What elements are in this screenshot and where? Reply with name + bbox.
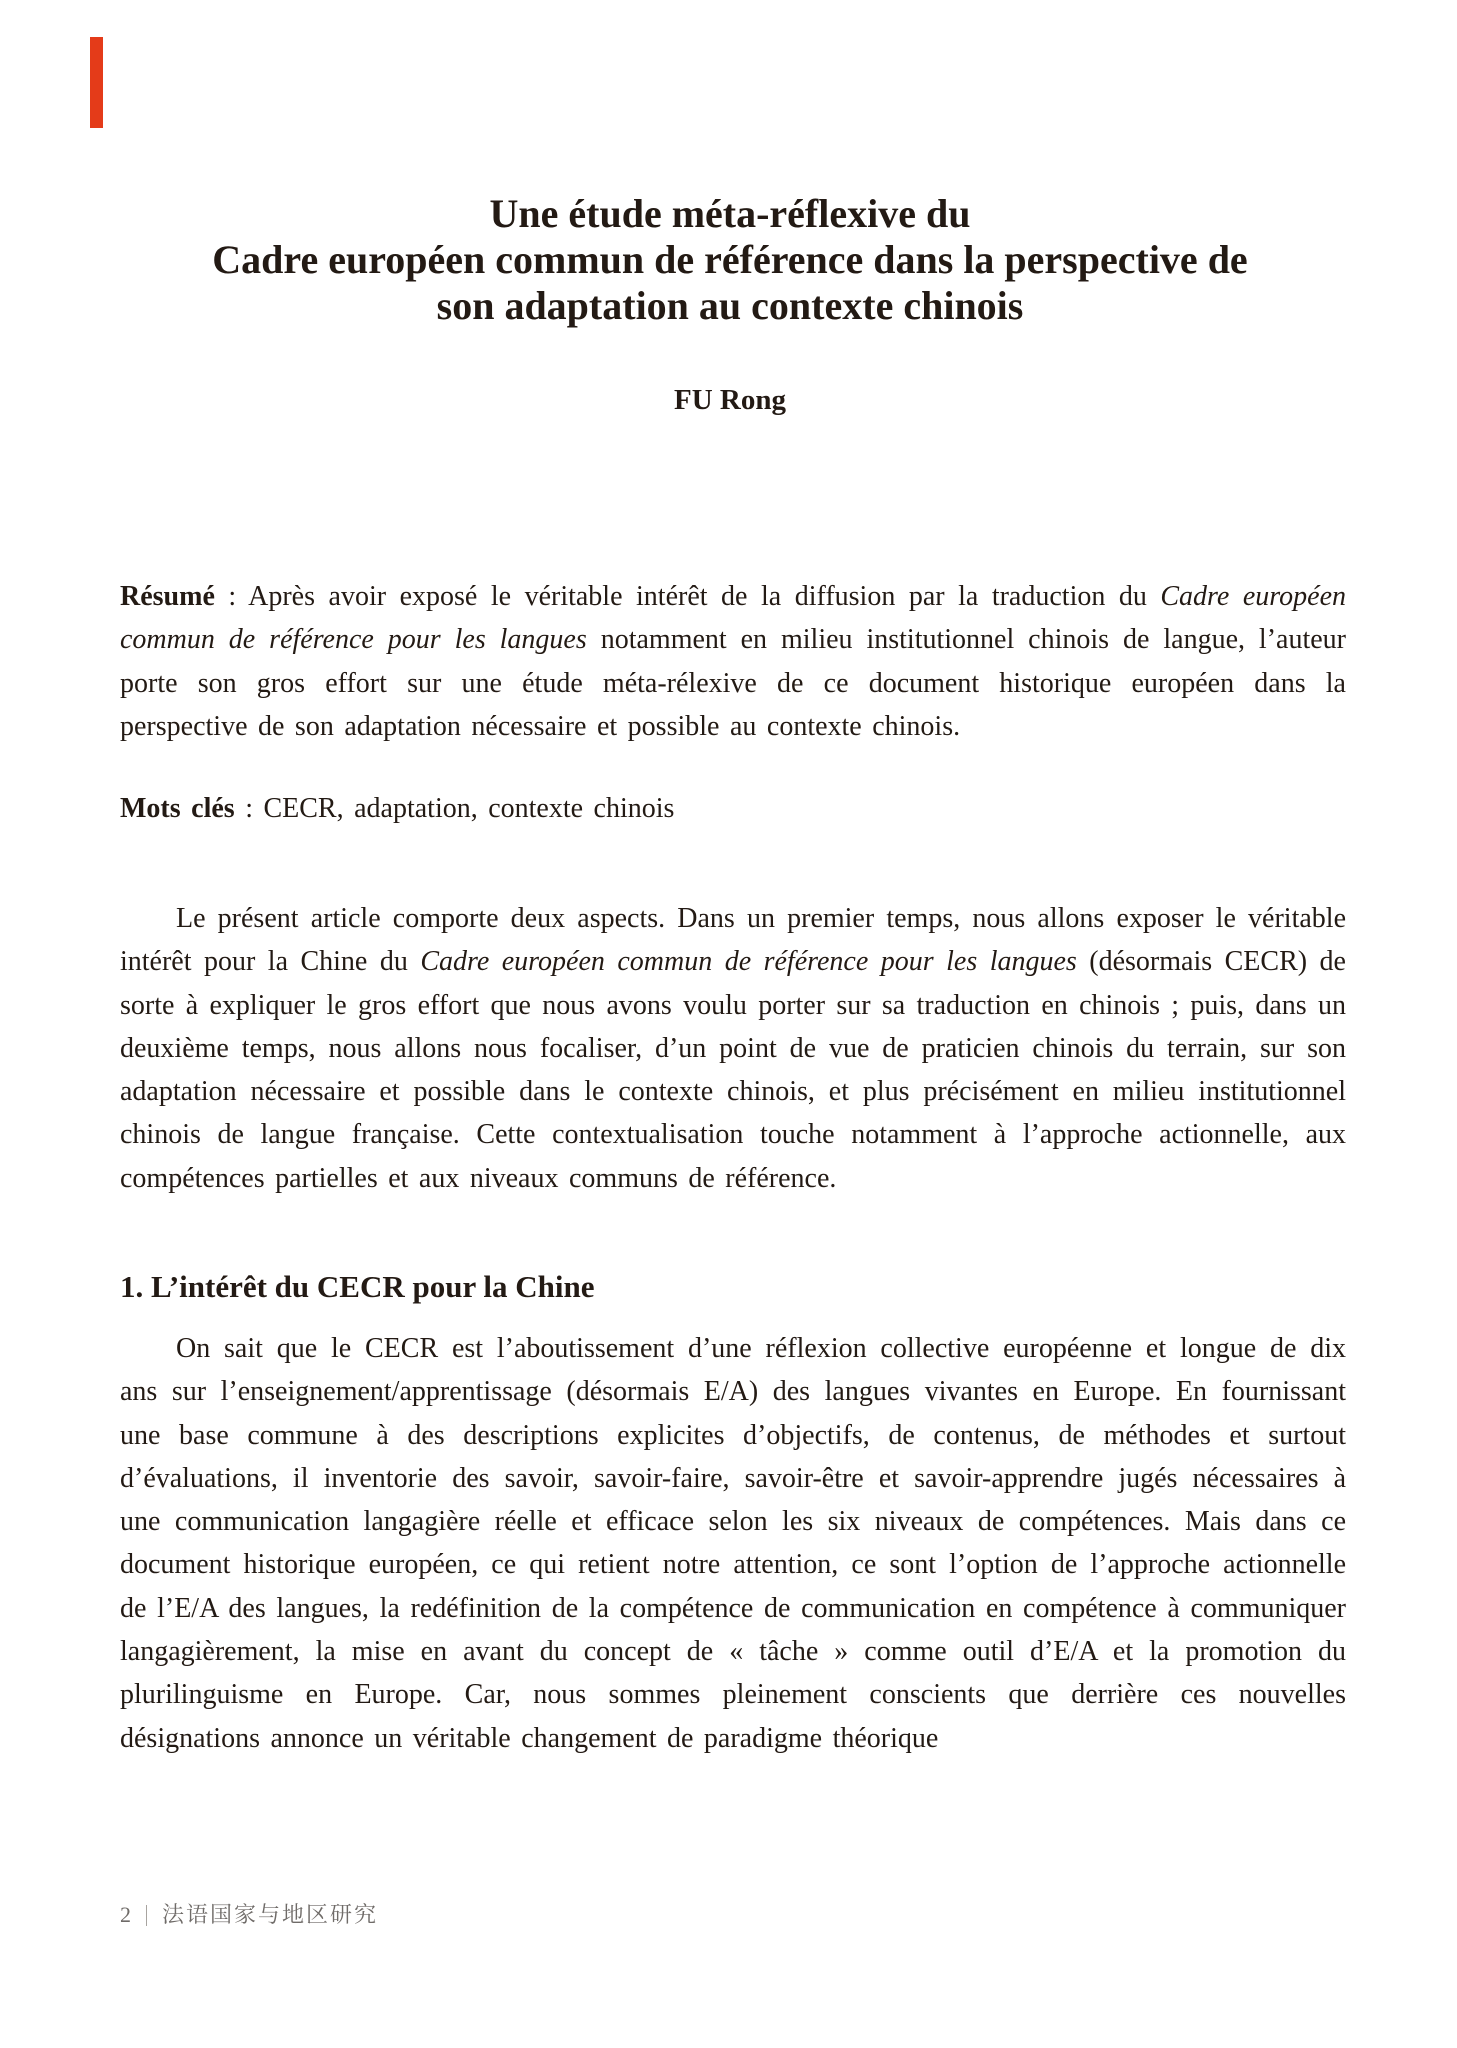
title-line-1: Une étude méta-réflexive du [489,191,971,236]
abstract-paragraph [120,575,1346,748]
intro-paragraph [120,897,1346,1200]
text-run: : CECR, adaptation, contexte chinois [234,793,675,824]
text-run: Cadre européen commun de référence pour les langues [420,946,1077,978]
text-run: Mots clés [120,793,235,824]
article-title [110,191,1350,329]
text-run: : Après avoir exposé le véritable intérêt de la diffusion par la traduction du [214,581,1161,612]
accent-tab [90,37,103,128]
keywords-line [120,787,1346,830]
section1-paragraph [120,1327,1346,1760]
journal-title: 法语国家与地区研究 [162,1902,379,1927]
text-run: Cadre européen commun de référence pour les langues [120,581,1346,656]
page-footer [120,1901,378,1929]
title-line-3: son adaptation au contexte chinois [436,283,1024,328]
text-run: Résumé [120,581,215,612]
text-run: Le présent article comporte deux aspects. Dans un premier temps, nous allons exposer le véritable intérêt pour la Chine du [120,903,1346,978]
text-run: On sait que le CECR est l’aboutissement d’une réflexion collective européenne et longue de dix ans sur l’enseignement/apprentissage (désormais E/A) des langues vivantes en Europe. En fournissant une base commune à des descriptions explicites d’objectifs, de contenus, de méthodes et surtout d’évaluations, il inventorie des savoir, savoir-faire, savoir-être et savoir-apprendre jugés nécessaires à une communication langagière réelle et efficace selon les six niveaux de compétences. Mais dans ce document historique européen, ce qui retient notre attention, ce sont l’option de l’approche actionnelle de l’E/A des langues, la redéfinition de la compétence de communication en compétence à communiquer langagièrement, la mise en avant du concept de « tâche » comme outil d’E/A et la promotion du plurilinguisme en Europe. Car, nous sommes pleinement conscients que derrière ces nouvelles désignations annonce un véritable changement de paradigme théorique [120,1333,1346,1754]
text-run: (désormais CECR) de sorte à expliquer le gros effort que nous avons voulu porter sur sa traduction en chinois ; puis, dans un deuxième temps, nous allons nous focaliser, d’un point de vue de praticien chinois du terrain, sur son adaptation nécessaire et possible dans le contexte chinois, et plus précisément en milieu institutionnel chinois de langue française. Cette contextualisation touche notamment à l’approche actionnelle, aux compétences partielles et aux niveaux communs de référence. [120,946,1346,1194]
footer-separator [146,1905,147,1926]
title-line-2: Cadre européen commun de référence dans la perspective de [212,237,1248,282]
author-name: FU Rong [674,384,786,416]
text-run: notamment en milieu institutionnel chinois de langue, l’auteur porte son gros effort sur une étude méta-rélexive de ce document historique européen dans la perspective de son adaptation nécessaire et possible au contexte chinois. [120,624,1346,742]
section-heading: 1. L’intérêt du CECR pour la Chine [120,1269,595,1304]
page-number: 2 [120,1902,131,1927]
